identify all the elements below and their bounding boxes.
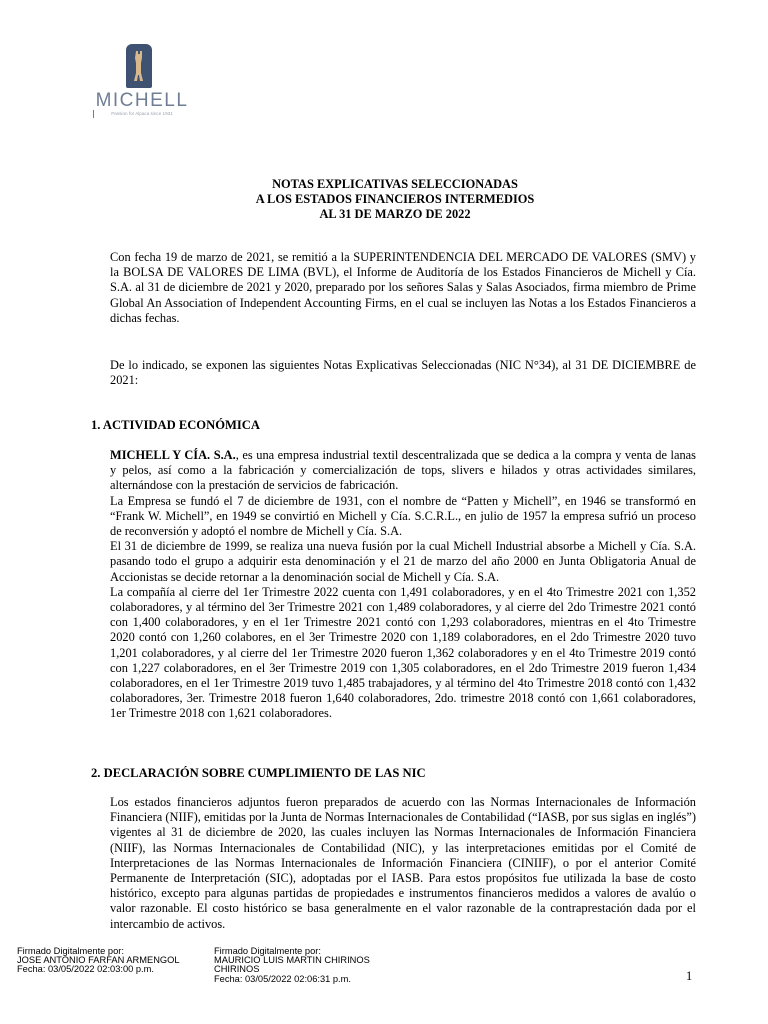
signature-right-date: Fecha: 03/05/2022 02:06:31 p.m. (214, 973, 351, 984)
document-title (110, 177, 680, 222)
section-1-heading: 1. ACTIVIDAD ECONÓMICA (91, 418, 260, 432)
section-2-paragraph-1: Los estados financieros adjuntos fueron preparados de acuerdo con las Normas Internacionales de Información Financiera (NIIF), emitidas por la Junta de Normas Internacionales de Contabilidad (“IASB, por sus siglas en inglés”) vigentes al 31 de diciembre de 2020, las cuales incluyen las Normas Internacionales de Información Financiera (NIIF), las Normas Internacionales de Contabilidad (NIC), y las interpretaciones emitidas por el Comité de Interpretaciones de las Normas Internacionales de Información Financiera (CINIIF), o por el anterior Comité Permanente de Interpretación (SIC), adoptadas por el IASB. Para estos propósitos fue utilizada la base de costo histórico, excepto para algunas partidas de propiedades e instrumentos financieros medidos a valores de avalúo o valor razonable. El costo histórico se basa generalmente en el valor razonable de la contraprestación dada por el intercambio de activos. (110, 795, 696, 931)
section-1-paragraph-3: El 31 de diciembre de 1999, se realiza una nueva fusión por la cual Michell Industrial absorbe a Michell y Cía. S.A. pasando todo el grupo a adquirir esta denominación y el 21 de marzo del año 2000 en Junta Obligatoria Anual de Accionistas se decide retornar a la denominación social de Michell y Cía. S.A. (110, 539, 696, 584)
page-number: 1 (686, 969, 693, 983)
intro-paragraph-1: Con fecha 19 de marzo de 2021, se remitió a la SUPERINTENDENCIA DEL MERCADO DE VALORES (SMV) y la BOLSA DE VALORES DE LIMA (BVL), el Informe de Auditoría de los Estados Financieros de Michell y Cía. S.A. al 31 de diciembre de 2021 y 2020, preparado por los señores Salas y Salas Asociados, firma miembro de Prime Global An Association of Independent Accounting Firms, en el cual se incluyen las Notas a los Estados Financieros a dichas fechas. (110, 250, 696, 325)
section-1-paragraph-4: La compañía al cierre del 1er Trimestre 2022 cuenta con 1,491 colaboradores, y en el 4to Trimestre 2021 con 1,352 colaboradores, y al término del 3er Trimestre 2021 con 1,489 colaboradores, y al cierre del 2do Trimestre 2021 contó con 1,400 colaboradores, y en el 1er Trimestre 2021 contó con 1,293 colaboradores, mientras en el 4to Trimestre 2020 contó con 1,260 colabores, en el 3er Trimestre 2020 con 1,189 colaboradores, en el 2do Trimestre 2020 tuvo 1,201 colaboradores, y al cierre del 1er Trimestre 2020 fueron 1,362 colaboradores y en el 4to Trimestre 2019 contó con 1,227 colaboradores, en el 3er Trimestre 2019 con 1,305 colaboradores, en el 2do Trimestre 2019 fueron 1,434 colaboradores, en el 1er Trimestre 2019 tuvo 1,485 trabajadores, y al término del 4to Trimestre 2018 contó con 1,432 colaboradores, 3er. Trimestre 2018 fueron 1,640 colaboradores, 2do. trimestre 2018 contó con 1,661 colaboradores, 1er Trimestre 2018 con 1,621 colaboradores. (110, 584, 696, 721)
signature-right-name-cont: CHIRINOS (214, 964, 260, 975)
logo-wordmark: MICHELL (95, 90, 189, 111)
section-1-paragraph-1 (110, 448, 696, 494)
company-logo (90, 42, 194, 118)
signature-left-name: JOSE ANTONIO FARFAN ARMENGOL (17, 955, 180, 966)
title-line-2: A LOS ESTADOS FINANCIEROS INTERMEDIOS (255, 192, 535, 206)
logo-divider (93, 110, 94, 118)
section-2-heading: 2. DECLARACIÓN SOBRE CUMPLIMIENTO DE LAS NIC (91, 766, 426, 780)
section-1-body (110, 448, 696, 722)
signature-right-name: MAURICIO LUIS MARTIN CHIRINOS (214, 955, 370, 966)
section-1-paragraph-2: La Empresa se fundó el 7 de diciembre de 1931, con el nombre de “Patten y Michell”, en 1946 se transformó en “Frank W. Michell”, en 1949 se convirtió en Michell y Cía. S.C.R.L., en julio de 1957 la empresa sufrió un proceso de reconversión y adoptó el nombre de Michell y Cía. S.A. (110, 493, 696, 539)
signature-right-label: Firmado Digitalmente por: (214, 946, 321, 956)
section-1-paragraph-1-text: , es una empresa industrial textil descentralizada que se dedica a la compra y venta de lanas y pelos, así como a la fabricación y comercialización de tops, slivers e hilados y otras actividades similares, alternándose con la prestación de servicios de fabricación. (110, 448, 696, 493)
title-line-3: AL 31 DE MARZO DE 2022 (319, 207, 471, 221)
alpaca-emblem-icon (126, 44, 152, 88)
company-name: MICHELL Y CÍA. S.A. (110, 448, 236, 462)
intro-paragraph-2: De lo indicado, se exponen las siguientes Notas Explicativas Seleccionadas (NIC N°34), al 31 DE DICIEMBRE de 2021: (110, 358, 696, 388)
signature-left (17, 947, 180, 975)
logo-tagline: Passion for Alpaca since 1931 (111, 111, 173, 116)
signature-left-date: Fecha: 03/05/2022 02:03:00 p.m. (17, 964, 154, 975)
title-line-1: NOTAS EXPLICATIVAS SELECCIONADAS (272, 177, 518, 191)
signature-left-label: Firmado Digitalmente por: (17, 946, 124, 956)
signature-right (214, 947, 370, 984)
